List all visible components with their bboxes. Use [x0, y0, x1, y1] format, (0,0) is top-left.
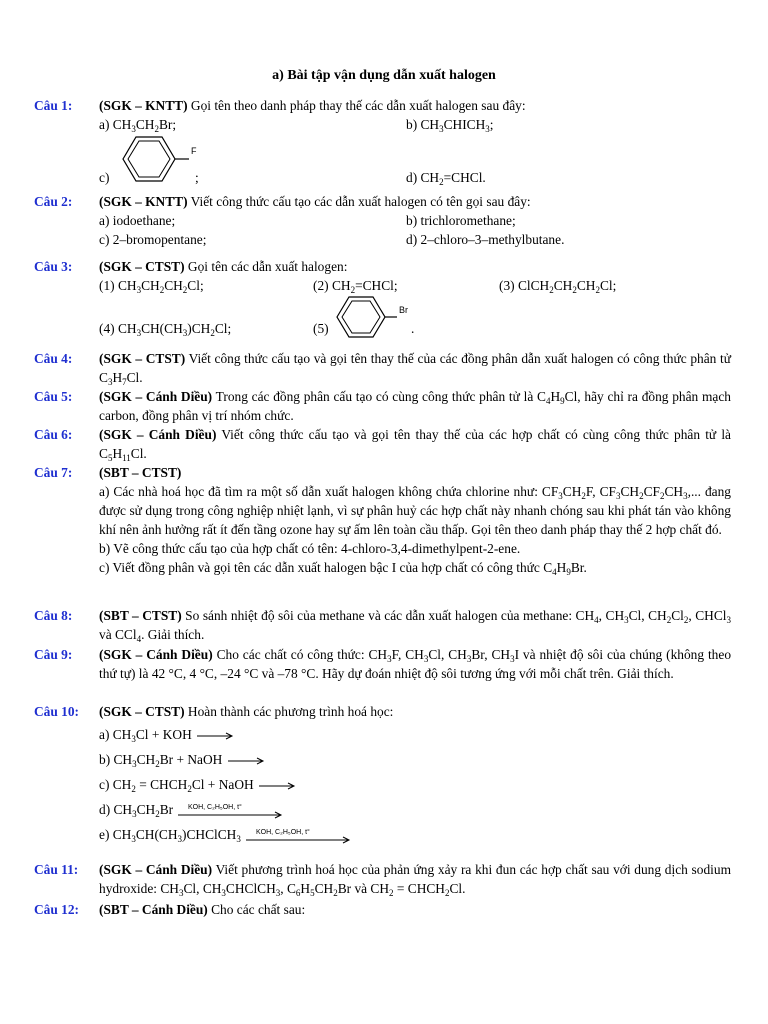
- question-body: (SGK – Cánh Diều) Viết phương trình hoá học của phản ứng xảy ra khi đun các hợp chất sau với dung dịch sodium hydroxide: $CH_3Cl$, $CH_3CHClCH_3$, $C_6H_5CH_2Br$ và $CH_2$ = $CHCH_2Cl$.: [99, 862, 731, 898]
- equation-d: d) $CH_3CH_2Br$ KOH, C₂H₅OH, t°: [99, 800, 731, 825]
- question-body: (SBT – CTST) a) Các nhà hoá học đã tìm ra một số dẫn xuất halogen không chứa chlorine như: $CF_3CH_2F$, $CF_3CH_2CF_2CH_3$,... đang được sử dụng trong công nghiệp nhiệt lạnh, vì sự phân huỷ các hợp chất này nhanh chóng sau khi phát tán vào không khí nên ảnh hưởng rất ít đến tầng ozone hay sự ấm lên toàn cầu thấp. Gọi tên theo danh pháp thay thế 2 hợp chất đó. b) Vẽ công thức cấu tạo của hợp chất có tên: 4-chloro-3,4-dimethylpent-2-ene. c) Viết đồng phân và gọi tên các dẫn xuất halogen bậc I của hợp chất có công thức $C_4H_9Br$.: [99, 465, 731, 577]
- question-text: Viết công thức cấu tạo các dẫn xuất halogen có tên gọi sau đây:: [187, 194, 531, 209]
- item-b: b) $CH_3CHICH_3$;: [406, 117, 494, 134]
- answer-row: (4) $CH_3CH(CH_3)CH_2Cl$; (5) Br .: [99, 295, 731, 345]
- equation-c: c) $CH_2$ = $CHCH_2Cl$ + NaOH: [99, 775, 731, 800]
- item-d: d) $CH_2=CHCl$.: [406, 170, 486, 187]
- question-body: (SGK – CTST) Hoàn thành các phương trình hoá học: a) $CH_3Cl$ + KOH b) $CH_3CH_2Br$ + NaOH c) $CH_2$ = $CHCH_2Cl$ + NaOH d) $CH_3CH_2Br$ KOH, C₂H₅OH, t° e) $CH_3CH(CH_3)CHClCH_3$ KOH, C₂H₅OH, t°: [99, 702, 731, 850]
- item-c: c): [99, 170, 110, 185]
- item-b: b) trichloromethane;: [406, 213, 516, 228]
- item-4: (4) $CH_3CH(CH_3)CH_2Cl$;: [99, 321, 232, 338]
- question-number: Câu 4:: [34, 351, 73, 366]
- question-body: [99, 192, 731, 249]
- section-title: a) Bài tập vận dụng dẫn xuất halogen: [272, 68, 496, 83]
- question-body: (SGK – Cánh Diều) Cho các chất có công thức: $CH_3F$, $CH_3Cl$, $CH_3Br$, $CH_3I$ và nhiệt độ sôi của chúng (không theo thứ tự) là 42 °C, 4 °C, –24 °C và –78 °C. Hãy dự đoán nhiệt độ sôi tương ứng với mỗi chất trên. Giải thích.: [99, 647, 732, 681]
- item-1: (1) $CH_3CH_2CH_2Cl$;: [99, 278, 204, 295]
- item-5: (5): [313, 321, 329, 336]
- arrow-with-condition-icon: [176, 800, 284, 822]
- question-body: (SBT – CTST) So sánh nhiệt độ sôi của methane và các dẫn xuất halogen của methane: $CH_4$, $CH_3Cl$, $CH_2Cl_2$, CHCl$_3$ và CCl$_4$. Giải thích.: [99, 608, 731, 644]
- svg-text:KOH, C₂H₅OH, t°: KOH, C₂H₅OH, t°: [188, 804, 243, 811]
- question-text: Gọi tên theo danh pháp thay thế các dẫn xuất halogen sau đây:: [187, 98, 526, 113]
- equation-a: a) $CH_3Cl$ + KOH: [99, 725, 731, 750]
- question-number: Câu 12:: [34, 902, 80, 917]
- part-c: c) Viết đồng phân và gọi tên các dẫn xuất halogen bậc I của hợp chất có công thức $C_4H_9Br$.: [99, 560, 587, 577]
- question-number: Câu 8:: [34, 608, 73, 623]
- equation-b: b) $CH_3CH_2Br$ + NaOH: [99, 750, 731, 775]
- question-number: Câu 3:: [34, 259, 73, 274]
- item-d: d) 2–chloro–3–methylbutane.: [406, 232, 565, 247]
- svg-text:F: F: [191, 146, 197, 156]
- svg-text:KOH, C₂H₅OH, t°: KOH, C₂H₅OH, t°: [256, 829, 311, 836]
- question-body: [99, 96, 731, 188]
- question-body: (SGK – Cánh Diều) Trong các đồng phân cấu tạo có cùng công thức phân tử là $C_4H_9Cl$, hãy chỉ ra đồng phân mạch carbon, đồng phân vị trí nhóm chức.: [99, 389, 731, 423]
- question-source: (SGK – KNTT): [99, 194, 188, 209]
- item-c: c) 2–bromopentane;: [99, 232, 207, 247]
- item-2: (2) $CH_2=CHCl$;: [313, 278, 398, 295]
- question-number: Câu 2:: [34, 194, 73, 209]
- arrow-icon: [195, 731, 235, 741]
- question-number: Câu 6:: [34, 427, 73, 442]
- answer-row: [99, 276, 731, 295]
- answer-row: [99, 115, 731, 134]
- item-a: a) iodoethane;: [99, 213, 176, 228]
- answer-row: c) F ; d) $CH_2=CHCl$.: [99, 134, 731, 188]
- arrow-icon: [257, 781, 297, 791]
- question-number: Câu 9:: [34, 647, 73, 662]
- arrow-icon: [226, 756, 266, 766]
- question-source: (SGK – CTST): [99, 259, 185, 274]
- item-a: a) $CH_3CH_2Br$;: [99, 117, 177, 134]
- question-number: Câu 11:: [34, 862, 79, 877]
- bromobenzene-structure: [333, 295, 417, 341]
- question-body: (SGK – Cánh Diều) Viết công thức cấu tạo và gọi tên thay thế của các hợp chất có cùng công thức phân tử là $C_5H_{11}Cl$.: [99, 427, 731, 463]
- item-3: (3) $ClCH_2CH_2CH_2Cl$;: [499, 278, 617, 295]
- equation-e: e) $CH_3CH(CH_3)CHClCH_3$ KOH, C₂H₅OH, t°: [99, 825, 731, 850]
- question-text: Gọi tên các dẫn xuất halogen:: [184, 259, 348, 274]
- question-body: (SBT – Cánh Diều) Cho các chất sau:: [99, 902, 306, 917]
- part-a: a) Các nhà hoá học đã tìm ra một số dẫn xuất halogen không chứa chlorine như: $CF_3CH_2F$, $CF_3CH_2CF_2CH_3$,... đang được sử dụng trong công nghiệp nhiệt lạnh, vì sự phân huỷ các hợp chất này nhanh chóng sau khi phát tán vào không khí nên ảnh hưởng rất ít đến tầng ozone hay sự ấm lên toàn cầu thấp. Gọi tên theo danh pháp thay thế 2 hợp chất đó.: [99, 484, 731, 537]
- arrow-with-condition-icon: [244, 825, 352, 847]
- question-body: (SGK – CTST) Viết công thức cấu tạo và gọi tên thay thế của các đồng phân dẫn xuất halogen có công thức phân tử $C_3H_7Cl$.: [99, 351, 731, 387]
- svg-text:Br: Br: [399, 305, 408, 315]
- question-number: Câu 10:: [34, 704, 80, 719]
- question-number: Câu 5:: [34, 389, 73, 404]
- question-body: [99, 257, 731, 345]
- question-number: Câu 1:: [34, 98, 73, 113]
- question-number: Câu 7:: [34, 465, 73, 480]
- question-source: (SGK – KNTT): [99, 98, 188, 113]
- part-b: b) Vẽ công thức cấu tạo của hợp chất có tên: 4-chloro-3,4-dimethylpent-2-ene.: [99, 541, 521, 556]
